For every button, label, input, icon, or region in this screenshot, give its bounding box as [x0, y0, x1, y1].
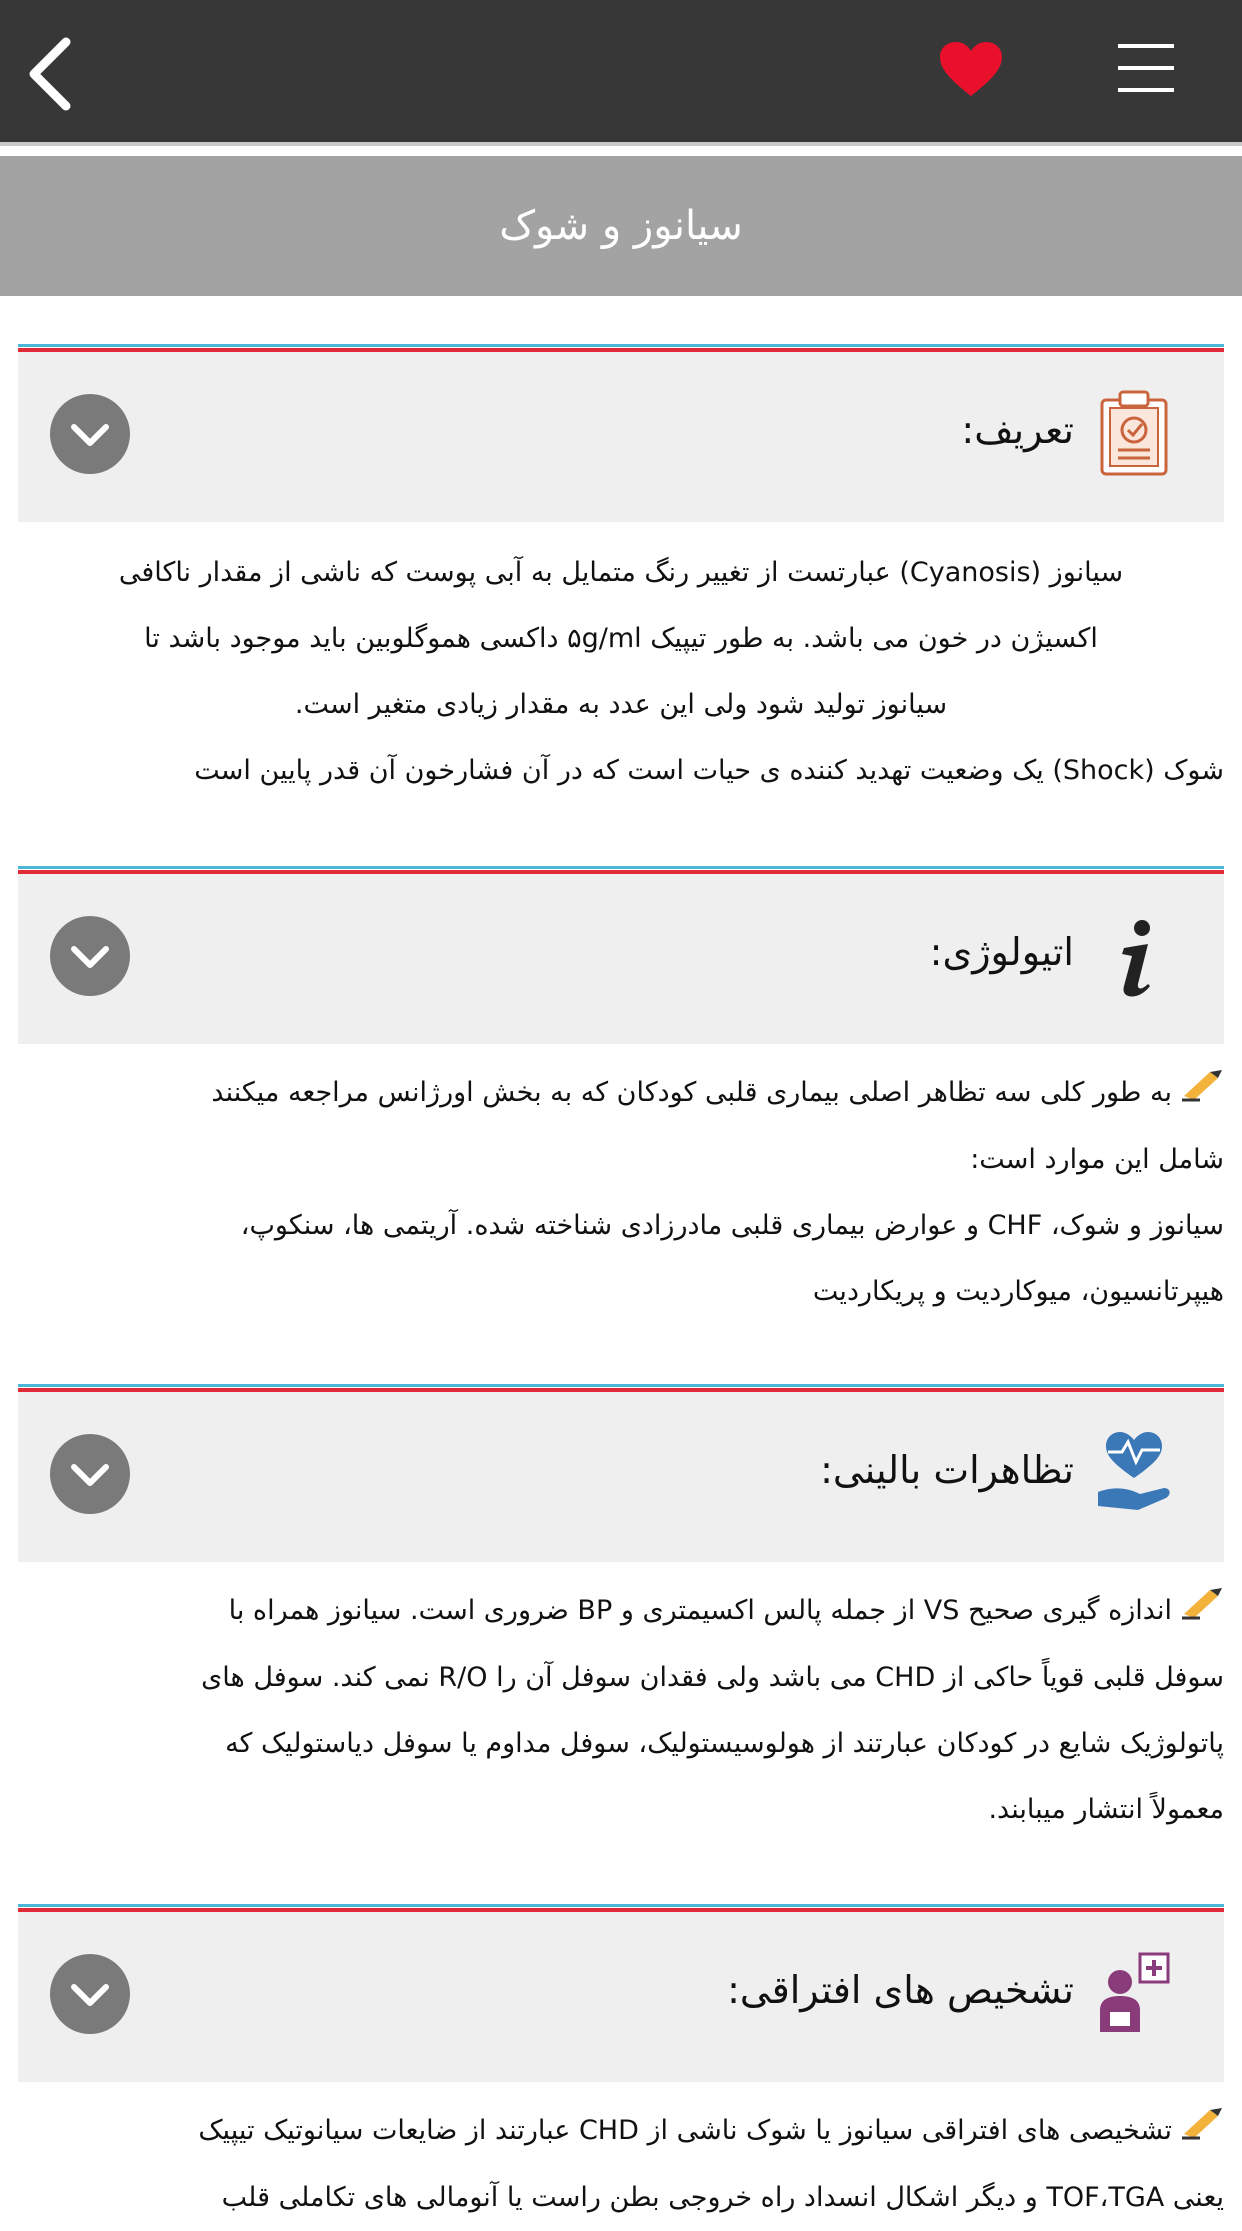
- hamburger-menu-icon[interactable]: [1118, 42, 1174, 94]
- chevron-down-icon[interactable]: [50, 916, 130, 996]
- section-title: تشخیص های افتراقی:: [727, 1968, 1074, 2012]
- section-header-etiology[interactable]: [18, 874, 1224, 1044]
- section-header-definition[interactable]: [18, 352, 1224, 522]
- paragraph-line: تشخیصی های افتراقی سیانوز یا شوک ناشی از CHD عبارتند از ضایعات سیانوتیک تیپیک: [18, 2098, 1224, 2165]
- paragraph-line: سیانوز (Cyanosis) عبارتست از تغییر رنگ متمایل به آبی پوست که ناشی از مقدار ناکافی: [118, 557, 1124, 588]
- paragraph-line: سیانوز تولید شود ولی این عدد به مقدار زیادی متغیر است.: [294, 689, 948, 720]
- section-body-differential: [18, 2098, 1224, 2231]
- paragraph-line: شوک (Shock) یک وضعیت تهدید کننده ی حیات است که در آن فشارخون آن قدر پایین است: [194, 755, 1224, 786]
- section-header-clinical[interactable]: [18, 1392, 1224, 1562]
- info-icon: [1094, 914, 1174, 1004]
- heart-icon[interactable]: [938, 40, 1004, 100]
- writing-hand-icon: [1180, 2099, 1224, 2165]
- section-divider: [18, 1384, 1224, 1392]
- chevron-down-icon[interactable]: [50, 394, 130, 474]
- section-body-definition: [18, 540, 1224, 804]
- paragraph-line: هیپرتانسیون، میوکاردیت و پریکاردیت: [812, 1275, 1224, 1307]
- section-divider: [18, 344, 1224, 352]
- app-header: [0, 0, 1242, 146]
- writing-hand-icon: [1180, 1579, 1224, 1645]
- back-icon[interactable]: [20, 34, 80, 114]
- section-title: تظاهرات بالینی:: [820, 1448, 1074, 1492]
- paragraph-line: شامل این موارد است:: [970, 1143, 1224, 1175]
- section-body-clinical: [18, 1578, 1224, 1843]
- paragraph-line: پاتولوژیک شایع در کودکان عبارتند از هولوسیستولیک، سوفل مداوم یا سوفل دیاستولیک که: [225, 1727, 1224, 1759]
- section-title: تعریف:: [961, 408, 1074, 452]
- chevron-down-icon[interactable]: [50, 1434, 130, 1514]
- paragraph-line: سوفل قلبی قویاً حاکی از CHD می باشد ولی فقدان سوفل آن را R/O نمی کند. سوفل های: [201, 1661, 1224, 1693]
- paragraph-line: به طور کلی سه تظاهر اصلی بیماری قلبی کودکان که به بخش اورژانس مراجعه میکنند: [18, 1060, 1224, 1127]
- section-divider: [18, 866, 1224, 874]
- chevron-down-icon[interactable]: [50, 1954, 130, 2034]
- paragraph-line: معمولاً انتشار میبابند.: [988, 1793, 1224, 1825]
- paragraph-line: اندازه گیری صحیح VS از جمله پالس اکسیمتری و BP ضروری است. سیانوز همراه با: [18, 1578, 1224, 1645]
- section-divider: [18, 1904, 1224, 1912]
- doctor-plus-icon: [1094, 1952, 1174, 2042]
- clipboard-check-icon: [1094, 388, 1174, 478]
- page-title: سیانوز و شوک: [0, 156, 1242, 296]
- section-body-etiology: [18, 1060, 1224, 1325]
- paragraph-line: اکسیژن در خون می باشد. به طور تیپیک ۵g/ml داکسی هموگلوبین باید موجود باشد تا: [144, 623, 1098, 654]
- section-title: اتیولوژی:: [929, 930, 1074, 974]
- section-header-differential[interactable]: [18, 1912, 1224, 2082]
- writing-hand-icon: [1180, 1061, 1224, 1127]
- paragraph-line: سیانوز و شوک، CHF و عوارض بیماری قلبی مادرزادی شناخته شده. آریتمی ها، سنکوپ،: [240, 1209, 1224, 1241]
- paragraph-line: یعنی TOF،TGA و دیگر اشکال انسداد راه خروجی بطن راست یا آنومالی های تکاملی قلب: [221, 2181, 1224, 2213]
- heart-hand-icon: [1094, 1428, 1174, 1518]
